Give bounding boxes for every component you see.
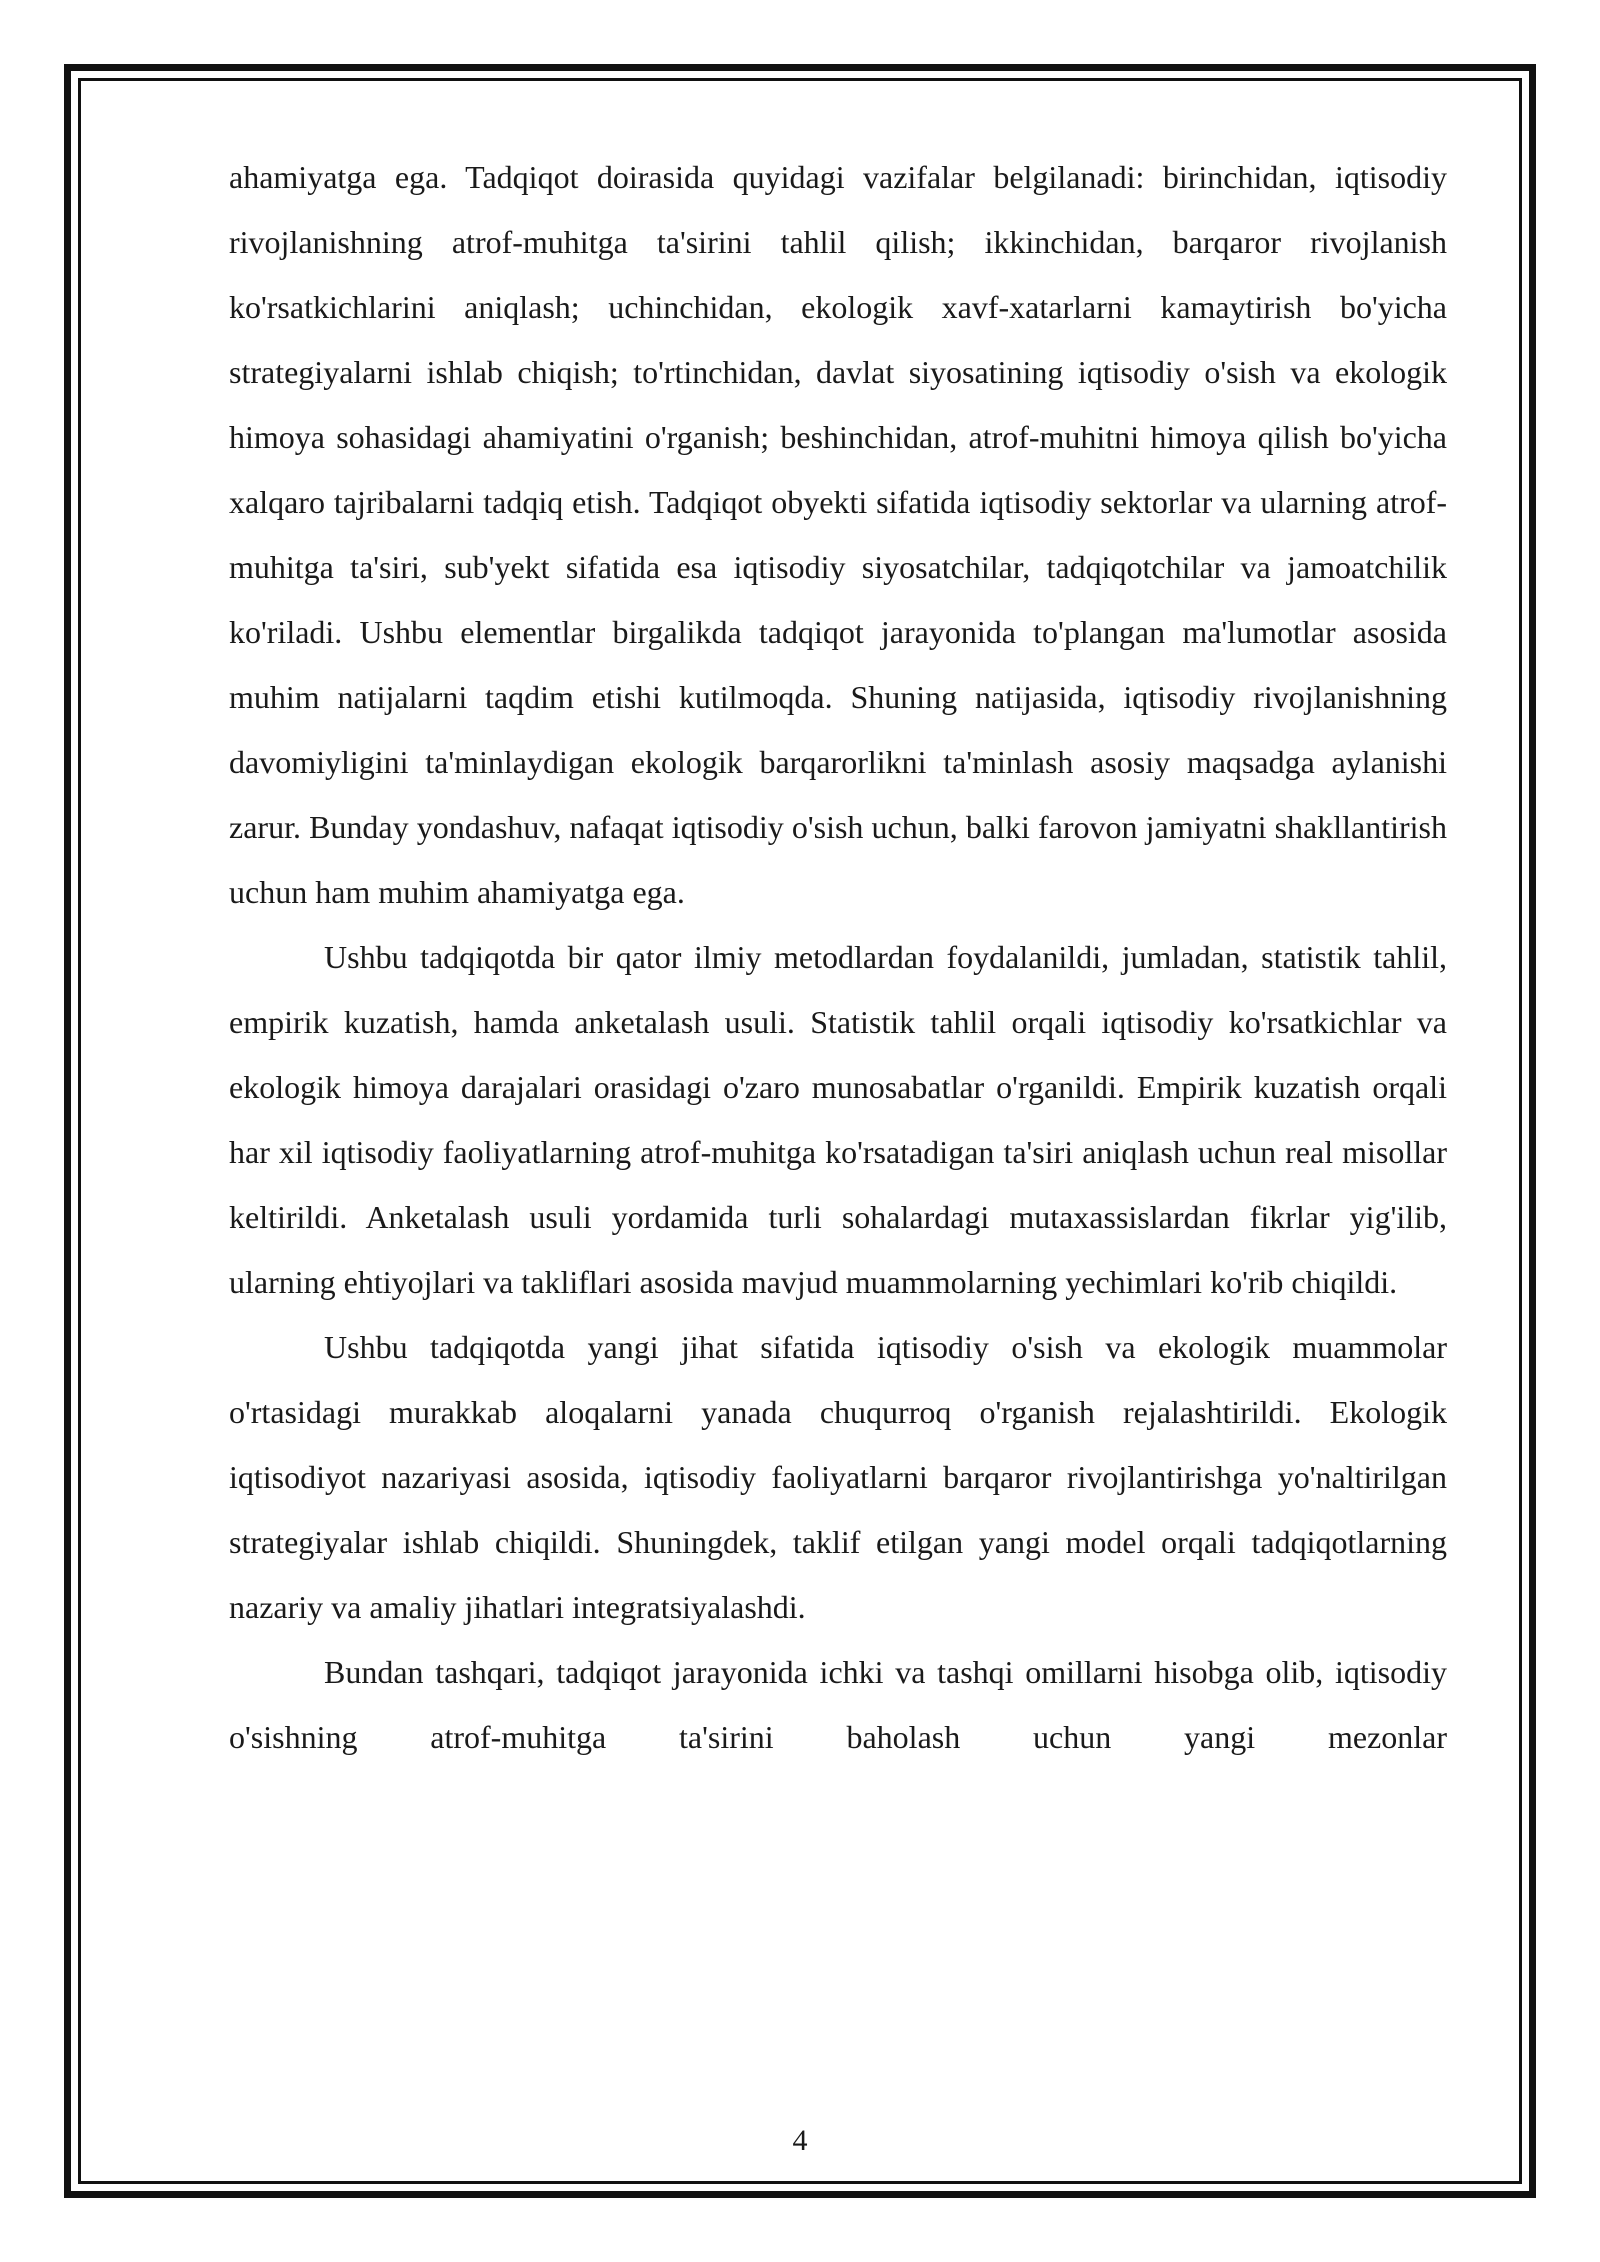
paragraph-1: ahamiyatga ega. Tadqiqot doirasida quyidagi vazifalar belgilanadi: birinchidan, iqtisodiy rivojlanishning atrof-muhitga ta'sirini tahlil qilish; ikkinchidan, barqaror rivojlanish ko'rsatkichlarini aniqlash; uchinchidan, ekologik xavf-xatarlarni kamaytirish bo'yicha strategiyalarni ishlab chiqish; to'rtinchidan, davlat siyosatining iqtisodiy o'sish va ekologik himoya sohasidagi ahamiyatini o'rganish; beshinchidan, atrof-muhitni himoya qilish bo'yicha xalqaro tajribalarni tadqiq etish. Tadqiqot obyekti sifatida iqtisodiy sektorlar va ularning atrof-muhitga ta'siri, sub'yekt sifatida esa iqtisodiy siyosatchilar, tadqiqotchilar va jamoatchilik ko'riladi. Ushbu elementlar birgalikda tadqiqot jarayonida to'plangan ma'lumotlar asosida muhim natijalarni taqdim etishi kutilmoqda. Shuning natijasida, iqtisodiy rivojlanishning davomiyligini ta'minlaydigan ekologik barqarorlikni ta'minlash asosiy maqsadga aylanishi zarur. Bunday yondashuv, nafaqat iqtisodiy o'sish uchun, balki farovon jamiyatni shakllantirish uchun ham muhim ahamiyatga ega. xyxy=(229,159,1447,910)
document-body xyxy=(229,145,1447,1770)
paragraph-4: Bundan tashqari, tadqiqot jarayonida ichki va tashqi omillarni hisobga olib, iqtisodiy o'sishning atrof-muhitga ta'sirini baholash uchun yangi mezonlar xyxy=(229,1654,1447,1755)
page-number: 4 xyxy=(792,2124,808,2157)
paragraph-2: Ushbu tadqiqotda bir qator ilmiy metodlardan foydalanildi, jumladan, statistik tahlil, empirik kuzatish, hamda anketalash usuli. Statistik tahlil orqali iqtisodiy ko'rsatkichlar va ekologik himoya darajalari orasidagi o'zaro munosabatlar o'rganildi. Empirik kuzatish orqali har xil iqtisodiy faoliyatlarning atrof-muhitga ko'rsatadigan ta'siri aniqlash uchun real misollar keltirildi. Anketalash usuli yordamida turli sohalardagi mutaxassislardan fikrlar yig'ilib, ularning ehtiyojlari va takliflari asosida mavjud muammolarning yechimlari ko'rib chiqildi. xyxy=(229,939,1447,1300)
paragraph-3: Ushbu tadqiqotda yangi jihat sifatida iqtisodiy o'sish va ekologik muammolar o'rtasidagi murakkab aloqalarni yanada chuqurroq o'rganish rejalashtirildi. Ekologik iqtisodiyot nazariyasi asosida, iqtisodiy faoliyatlarni barqaror rivojlantirishga yo'naltirilgan strategiyalar ishlab chiqildi. Shuningdek, taklif etilgan yangi model orqali tadqiqotlarning nazariy va amaliy jihatlari integratsiyalashdi. xyxy=(229,1329,1447,1625)
